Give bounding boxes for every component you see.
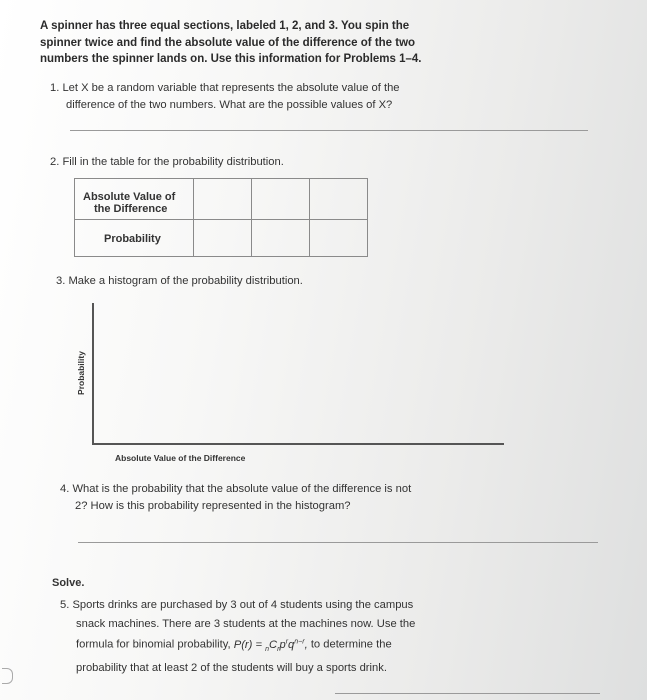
table-input-cell[interactable] — [310, 220, 368, 257]
question-5-line-3 — [60, 633, 415, 659]
question-5-line-4: probability that at least 2 of the students will buy a sports drink. — [76, 662, 387, 675]
intro-line-3: numbers the spinner lands on. Use this information for Problems 1–4. — [40, 53, 422, 65]
table-input-cell[interactable] — [194, 220, 252, 257]
histogram-y-label: Probability — [76, 351, 86, 395]
question-1 — [50, 80, 400, 113]
question-4-line-1: 4. What is the probability that the absolute value of the difference is not — [60, 483, 412, 495]
intro-line-1: A spinner has three equal sections, labeled 1, 2, and 3. You spin the — [40, 20, 410, 32]
row1-header-line-1: Absolute Value of — [83, 191, 176, 203]
question-3: 3. Make a histogram of the probability distribution. — [56, 275, 303, 287]
answer-line-5 — [335, 693, 600, 694]
histogram-y-axis — [92, 303, 94, 444]
question-1-line-2: difference of the two numbers. What are the possible values of X? — [66, 98, 393, 111]
table-input-cell[interactable] — [252, 220, 310, 257]
page-edge-mark — [2, 668, 13, 684]
question-5 — [60, 596, 415, 678]
table-input-cell[interactable] — [194, 179, 252, 220]
question-4 — [60, 481, 411, 514]
binomial-formula: $P(r) = _nC_rp^rq^{n-r}$, — [233, 638, 308, 653]
row1-header-line-2: the Difference — [94, 203, 168, 215]
question-4-line-2: 2? How is this probability represented in the histogram? — [75, 499, 351, 512]
question-5-line-1: 5. Sports drinks are purchased by 3 out of 4 students using the campus — [60, 599, 414, 611]
histogram-x-axis — [92, 443, 504, 445]
table-header-cell — [75, 220, 194, 257]
histogram-x-label: Absolute Value of the Difference — [115, 453, 246, 463]
table-row — [75, 179, 368, 220]
intro-line-2: spinner twice and find the absolute value of the difference of the two — [40, 36, 416, 49]
question-5-line-2: snack machines. There are 3 students at the machines now. Use the — [76, 617, 416, 630]
table-input-cell[interactable] — [310, 179, 368, 220]
question-5-line-3-post: to determine the — [310, 638, 392, 651]
table-header-cell — [75, 179, 194, 220]
answer-line-4 — [78, 542, 598, 543]
question-2: 2. Fill in the table for the probability distribution. — [50, 156, 284, 168]
answer-line-1 — [70, 130, 588, 131]
question-5-line-3-pre: formula for binomial probability, — [76, 638, 231, 651]
table-row — [75, 220, 368, 257]
intro-paragraph — [40, 18, 480, 68]
table-input-cell[interactable] — [252, 179, 310, 220]
row2-header: Probability — [104, 233, 161, 245]
solve-heading: Solve. — [52, 577, 85, 589]
probability-distribution-table — [74, 178, 368, 257]
question-1-line-1: 1. Let X be a random variable that represents the absolute value of the — [50, 82, 400, 94]
